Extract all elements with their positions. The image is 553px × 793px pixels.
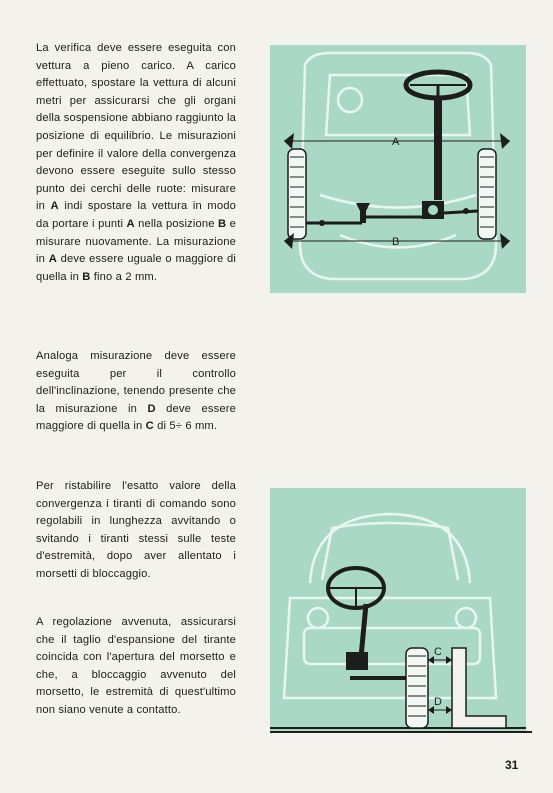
steering-column [434,100,442,200]
idler-arm [356,203,370,223]
paragraph-tie-rod-adjustment [36,478,236,584]
text-run: nella posizione [134,217,218,230]
text-run: deve essere uguale o maggiore di quella in [36,253,236,283]
bold-label: A [48,253,57,266]
label-d: D [434,696,442,708]
ground-rule [270,731,532,733]
label-c: C [434,646,442,658]
right-tie-rod [444,211,478,213]
bold-label: B [217,217,227,230]
bold-label: D [147,402,156,415]
bold-label: C [145,420,154,433]
text-run: indi spostare la vettura in modo da portare i punti [36,200,236,230]
label-b: B [392,236,400,248]
bold-label: B [82,270,91,283]
steering-box [346,652,368,670]
page-number: 31 [505,758,519,772]
text-run: Analoga misurazione deve essere eseguita per il controllo dell'inclinazione, tenendo presente che la misurazione in [36,350,236,415]
paragraph-inclination-check [36,348,236,436]
right-front-wheel [478,149,496,239]
text-run: La verifica deve essere eseguita con vettura a pieno carico. A carico effettuato, spostare la vettura di alcuni metri per assicurarsi che gli organi della sospensione abbiano raggiunto la posizione di equilibrio. Le misurazioni per definire il valore della convergenza devono essere eseguite sullo stesso punto dei cerchi delle ruote: misurare in [36,42,236,213]
text-run: Per ristabilire l'esatto valore della convergenza i tiranti di comando sono regolabili in lunghezza avvitando o svitando i tiranti stessi sulle teste d'estremità, dopo aver allentato i morsetti di bloccaggio. [36,480,236,580]
text-run: e misurare nuovamente. La misurazione in [36,217,236,266]
steering-wheel-icon [328,568,384,608]
label-a: A [392,136,400,148]
text-run: A regolazione avvenuta, assicurarsi che il taglio d'espansione del tirante coincida con l'apertura del morsetto e che, a bloccaggio avvenuto del morsetto, le estremità di quest'ultimo non siano venute a contatto. [36,616,236,716]
text-run: deve essere maggiore di quella in [36,402,236,433]
paragraph-clamp-check [36,614,236,720]
bold-label: A [126,217,135,230]
front-wheel [406,648,428,728]
toe-in-drawing [270,45,526,293]
left-front-wheel [288,149,306,239]
bold-label: A [50,200,59,213]
paragraph-convergence-check [36,40,236,286]
camber-diagram [270,488,526,733]
text-run: di 5÷ 6 mm. [153,420,218,433]
toe-in-diagram [270,45,526,293]
camber-drawing [270,488,526,733]
text-run: fino a 2 mm. [90,270,158,283]
